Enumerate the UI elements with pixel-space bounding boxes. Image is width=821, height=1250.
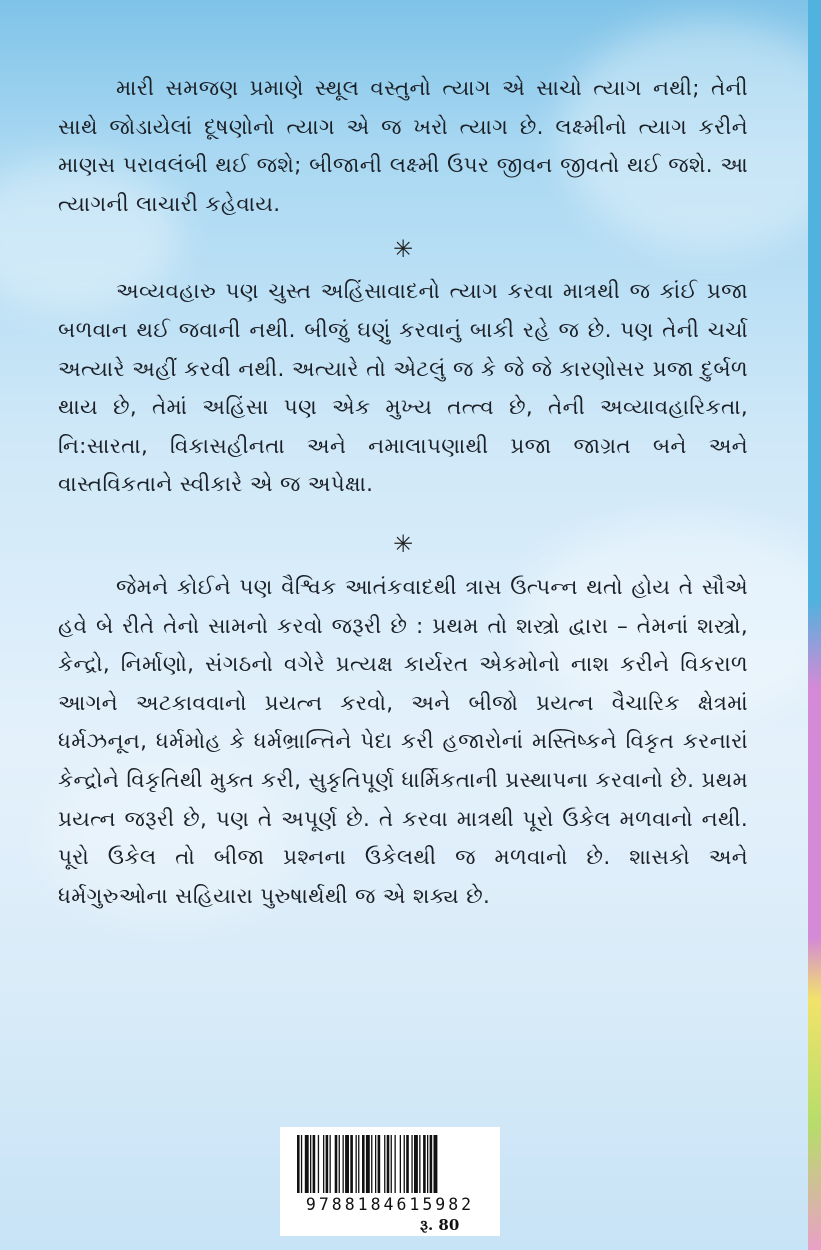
barcode-bar	[366, 1135, 370, 1193]
barcode-bar	[310, 1135, 311, 1193]
barcode-bar	[358, 1135, 359, 1193]
barcode-bar	[430, 1135, 433, 1193]
barcode-icon	[295, 1135, 485, 1195]
paragraph-3: જેમને કોઈને પણ વૈશ્વિક આતંકવાદથી ત્રાસ ઉત્પન્ન થતો હોય તે સૌએ હવે બે રીતે તેનો સામનો કરવો જરૂરી છે : પ્રથમ તો શસ્ત્રો દ્વારા – તેમનાં શસ્ત્રો, કેન્દ્રો, નિર્માણો, સંગઠનો વગેરે પ્રત્યક્ષ કાર્યરત એકમોનો નાશ કરીને વિકરાળ આગને અટકાવવાનો પ્રયત્ન કરવો, અને બીજો પ્રયત્ન વૈચારિક ક્ષેત્રમાં ધર્મઝનૂન, ધર્મમોહ કે ધર્મભ્રાન્તિને પેદા કરી હજારોનાં મસ્તિષ્કને વિકૃત કરનારાં કેન્દ્રોને વિકૃતિથી મુક્ત કરી, સુકૃતિપૂર્ણ ધાર્મિકતાની પ્રસ્થાપના કરવાનો છે. પ્રથમ પ્રયત્ન જરૂરી છે, પણ તે અપૂર્ણ છે. તે કરવા માત્રથી પૂરો ઉકેલ મળવાનો નથી. પૂરો ઉકેલ તો બીજા પ્રશ્નના ઉકેલથી જ મળવાનો છે. શાસકો અને ધર્મગુરુઓના સહિયારા પુરુષાર્થથી જ એ શક્ય છે.	[58, 574, 748, 909]
barcode-bar	[350, 1135, 353, 1193]
barcode-bar	[371, 1135, 372, 1193]
barcode-bar	[384, 1135, 385, 1193]
barcode-bar	[335, 1135, 338, 1193]
barcode-bar	[411, 1135, 412, 1193]
barcode-bar	[305, 1135, 309, 1193]
barcode-bar	[343, 1135, 344, 1193]
paragraph-1: મારી સમજણ પ્રમાણે સ્થૂલ વસ્તુનો ત્યાગ એ સાચો ત્યાગ નથી; તેની સાથે જોડાયેલાં દૂષણોનો ત્યાગ એ જ ખરો ત્યાગ છે. લક્ષ્મીનો ત્યાગ કરીને માણસ પરાવલંબી થઈ જશે; બીજાની લક્ષ્મી ઉપર જીવન જીવતો થઈ જશે. આ ત્યાગની લાચારી કહેવાય.	[58, 76, 748, 217]
barcode-bar	[378, 1135, 381, 1193]
barcode-bar	[330, 1135, 331, 1193]
barcode-bar	[301, 1135, 302, 1193]
barcode-bar	[423, 1135, 426, 1193]
isbn-number: 9788184615982	[305, 1195, 475, 1214]
barcode-bar	[297, 1135, 300, 1193]
barcode-bar	[395, 1135, 396, 1193]
spine-edge	[808, 0, 821, 1250]
barcode-bar	[375, 1135, 376, 1193]
barcode-bar	[434, 1135, 438, 1193]
barcode-label	[280, 1127, 500, 1236]
separator-star-icon: ✳	[392, 529, 414, 558]
price-label: રૂ. 80	[420, 1216, 460, 1234]
barcode-bar	[427, 1135, 428, 1193]
barcode-bar	[356, 1135, 357, 1193]
paragraph-2: અવ્યવહારુ પણ ચુસ્ત અહિંસાવાદનો ત્યાગ કરવા માત્રથી જ કાંઈ પ્રજા બળવાન થઈ જવાની નથી. બીજું ઘણું કરવાનું બાકી રહે જ છે. પણ તેની ચર્ચા અત્યારે અહીં કરવી નથી. અત્યારે તો એટલું જ કે જે જે કારણોસર પ્રજા દુર્બળ થાય છે, તેમાં અહિંસા પણ એક મુખ્ય તત્ત્વ છે, તેની અવ્યાવહારિકતા, નિ:સારતા, વિકાસહીનતા અને નમાલાપણાથી પ્રજા જાગ્રત બને અને વાસ્તવિકતાને સ્વીકારે એ જ અપેક્ષા.	[58, 279, 748, 498]
barcode-bar	[387, 1135, 390, 1193]
barcode-bar	[323, 1135, 324, 1193]
barcode-bar	[406, 1135, 409, 1193]
barcode-bar	[339, 1135, 340, 1193]
back-cover-text	[58, 70, 748, 916]
barcode-bar	[326, 1135, 329, 1193]
barcode-bar	[414, 1135, 418, 1193]
separator-star-icon: ✳	[392, 235, 414, 264]
barcode-bar	[345, 1135, 349, 1193]
barcode-bar	[391, 1135, 392, 1193]
barcode-bar	[318, 1135, 319, 1193]
barcode-bar	[404, 1135, 405, 1193]
barcode-bar	[400, 1135, 401, 1193]
barcode-bar	[313, 1135, 316, 1193]
barcode-bar	[362, 1135, 365, 1193]
barcode-bar	[419, 1135, 420, 1193]
